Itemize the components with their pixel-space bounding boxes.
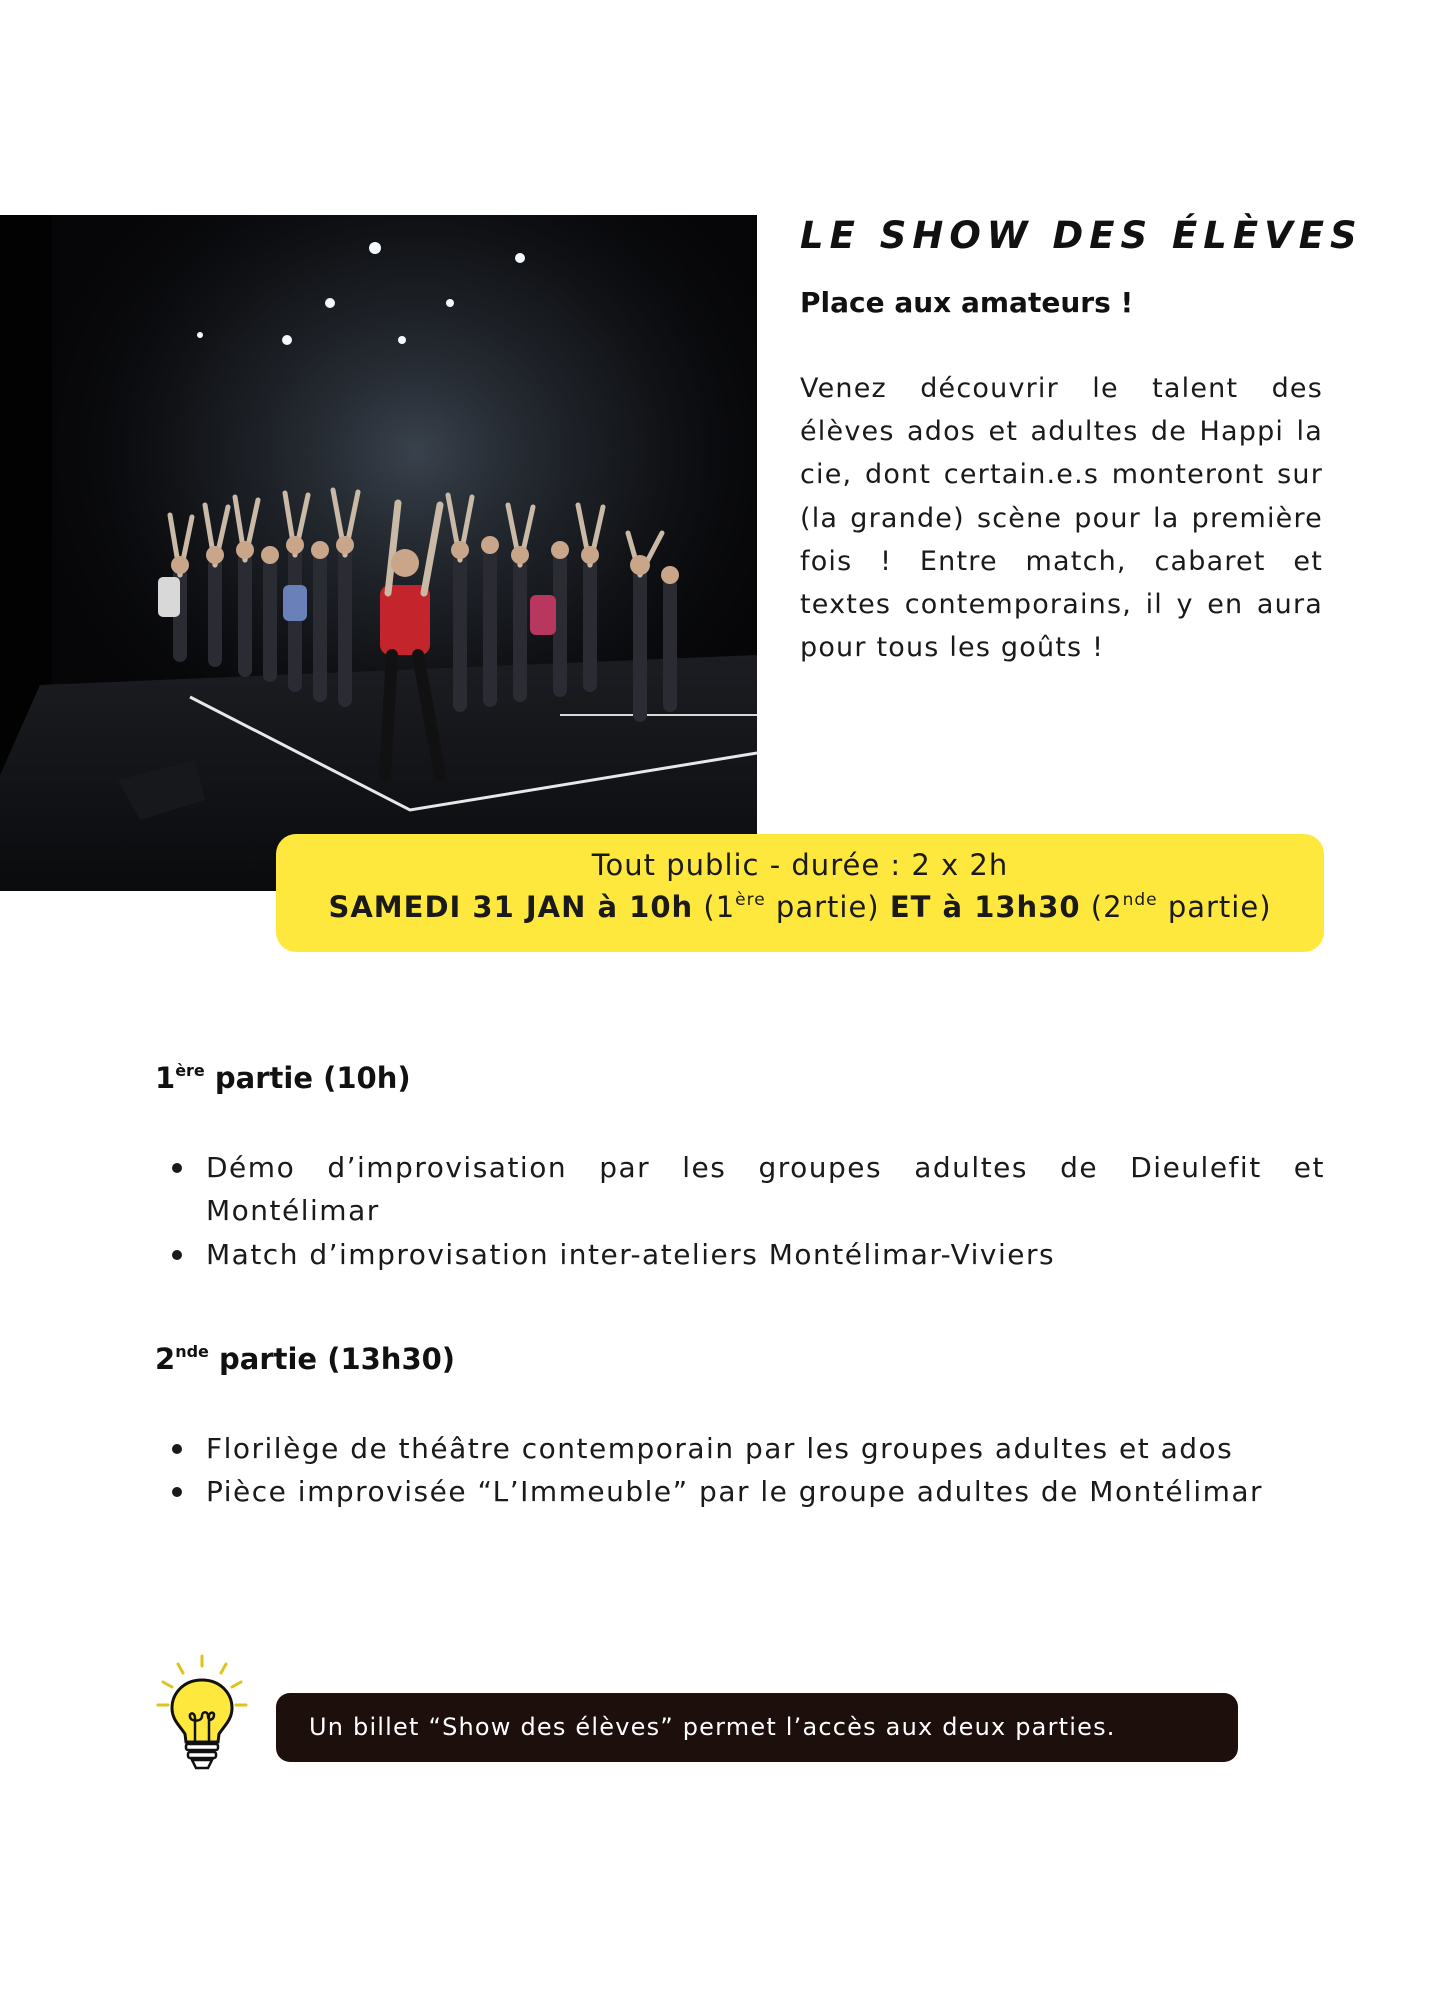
list-item [155, 1470, 1325, 1513]
lightbulb-icon [150, 1650, 254, 1774]
part2-num: 2 [155, 1342, 176, 1376]
part1-heading [155, 1061, 411, 1095]
bullet-icon [172, 1444, 182, 1454]
schedule-part1-suffix: partie [775, 890, 868, 924]
list-item [155, 1146, 1325, 1233]
part1-label: partie (10h) [214, 1061, 411, 1095]
show-title: LE SHOW DES ÉLÈVES [800, 214, 1363, 257]
bullet-icon [172, 1163, 182, 1173]
show-intro: Venez découvrir le talent des élèves ados et adultes de Happi la cie, dont certain.e.s monteront sur (la grande) scène pour la première fois ! Entre match, cabaret et textes contemporains, il y en aura pour tous les goûts ! [800, 373, 1323, 664]
part1-num: 1 [155, 1061, 176, 1095]
list-item-text: Florilège de théâtre contemporain par les groupes adultes et ados [206, 1432, 1234, 1465]
schedule-part1-sup: ère [735, 890, 766, 910]
schedule-part2-suffix: partie [1167, 890, 1260, 924]
stage-photo [0, 215, 757, 891]
schedule-part2-sup: nde [1122, 890, 1158, 910]
part2-heading [155, 1342, 455, 1376]
info-box [276, 834, 1324, 952]
bullet-icon [172, 1250, 182, 1260]
part2-sup: nde [175, 1342, 209, 1361]
schedule-second-time: ET à 13h30 [889, 890, 1081, 924]
part1-list [155, 1146, 1325, 1276]
ticket-note: Un billet “Show des élèves” permet l’accès aux deux parties. [276, 1693, 1238, 1762]
schedule-part1-num: 1 [715, 890, 736, 924]
audience-duration: Tout public - durée : 2 x 2h [591, 848, 1009, 882]
bullet-icon [172, 1487, 182, 1497]
list-item [155, 1427, 1325, 1470]
list-item-text: Démo d’improvisation par les groupes adultes de Dieulefit et Montélimar [206, 1151, 1325, 1228]
show-subtitle: Place aux amateurs ! [800, 286, 1134, 319]
schedule-part2-num: 2 [1103, 890, 1123, 924]
list-item-text: Pièce improvisée “L’Immeuble” par le groupe adultes de Montélimar [206, 1475, 1264, 1509]
list-item-text: Match d’improvisation inter-ateliers Montélimar-Viviers [206, 1237, 1056, 1271]
part2-label: partie (13h30) [219, 1342, 456, 1376]
part2-list [155, 1427, 1325, 1514]
part1-sup: ère [175, 1061, 205, 1080]
schedule-line: SAMEDI 31 JAN à 10h (1ère partie) ET à 13h30 (2nde partie) [328, 890, 1272, 924]
list-item [155, 1233, 1325, 1276]
schedule-date: SAMEDI 31 JAN à 10h [328, 890, 694, 924]
